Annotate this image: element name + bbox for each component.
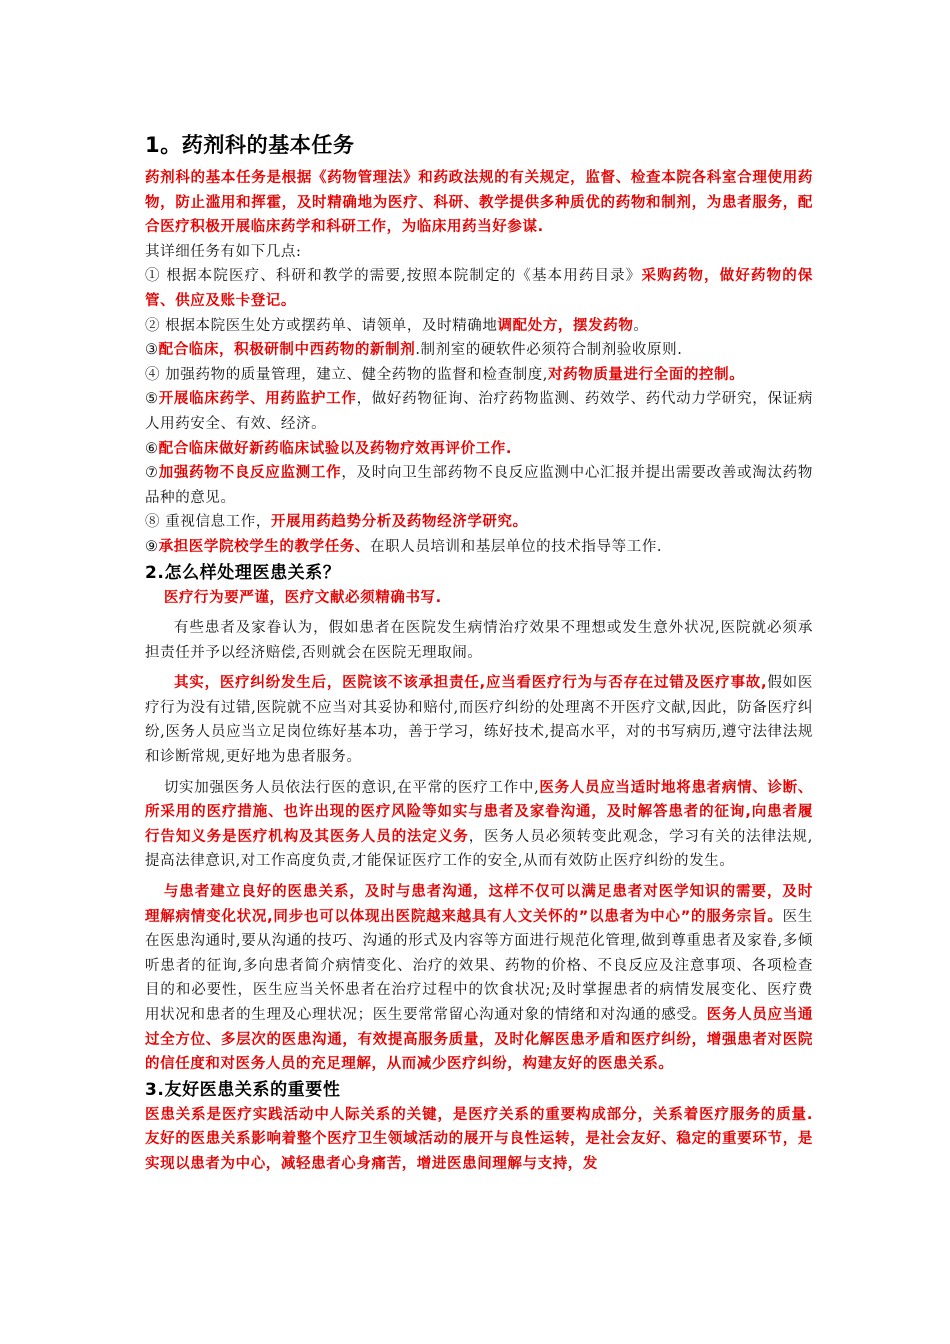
task-item-6-highlight: 配合临床做好新药临床试验以及药物疗效再评价工作.	[158, 440, 513, 457]
task-item-5-text: ⑤	[145, 391, 159, 408]
section-3-title: 3.友好医患关系的重要性	[145, 1079, 341, 1100]
section-2-para-4-tail: ，医务人员必须转变此观念，学习有关的法律法规,提高法律意识,对工作高度负责,才能保证医疗工作的安全,从而有效防止医疗纠纷的发生。	[145, 828, 813, 870]
task-item-1-text: ① 根据本院医疗、科研和教学的需要,按照本院制定的《基本用药目录》	[145, 268, 642, 285]
section-2-para-5-highlight-1: 与患者建立良好的医患关系，及时与患者沟通，这样不仅可以满足患者对医学知识的需要，及时理解病情变化状况,同步也可以体现出医院越来越具有人文关怀的”以患者为中心”的服务宗旨。	[145, 884, 813, 925]
document-page	[145, 130, 813, 1177]
task-item-9	[145, 535, 813, 560]
task-item-9-tail: 在职人员培训和基层单位的技术指导等工作.	[370, 538, 663, 555]
task-item-2	[145, 314, 813, 339]
task-item-4	[145, 363, 813, 388]
task-item-3-tail: .制剂室的硬软件必须符合制剂验收原则.	[415, 342, 683, 359]
section-2-para-4	[145, 776, 813, 874]
task-item-6	[145, 437, 813, 462]
task-item-9-highlight: 承担医学院校学生的教学任务、	[158, 538, 371, 555]
task-item-8	[145, 510, 813, 535]
task-item-7-highlight: 加强药物不良反应监测工作	[158, 465, 342, 482]
section-3-para-1-highlight: 医患关系是医疗实践活动中人际关系的关键，是医疗关系的重要构成部分，关系着医疗服务的质量.友好的医患关系影响着整个医疗卫生领域活动的展开与良性运转，是社会友好、稳定的重要环节，是实现以患者为中心，减轻患者心身痛苦，增进医患间理解与支持，发	[145, 1106, 813, 1172]
section-2-title: 2.怎么样处理医患关系？	[145, 562, 341, 583]
task-item-3-highlight: 配合临床，积极研制中西药物的新制剂	[158, 342, 416, 359]
section-2-para-5-highlight-2: 医务人员应当通过全方位、多层次的医患沟通，有效提高服务质量，及时化解医患矛盾和医疗纠纷，增强患者对医院的信任度和对医务人员的充足理解，从而减少医疗纠纷，构建友好的医患关系。	[145, 1007, 813, 1073]
task-item-1	[145, 264, 813, 313]
task-item-4-highlight: 对药物质量进行全面的控制。	[548, 366, 745, 383]
section-2-para-4-text: 切实加强医务人员依法行医的意识,在平常的医疗工作中,	[163, 779, 540, 796]
task-list-lead: 其详细任务有如下几点:	[145, 243, 302, 260]
section-1-intro	[145, 166, 813, 240]
task-item-2-highlight: 调配处方，摆发药物	[497, 317, 634, 334]
task-item-7-text: ⑦	[145, 465, 159, 482]
task-item-8-highlight: 开展用药趋势分析及药物经济学研究。	[271, 514, 528, 531]
section-2-para-3-highlight: 其实，医疗纠纷发生后，医院该不该承担责任,应当看医疗行为与否存在过错及医疗事故,	[174, 675, 768, 692]
section-2-para-5	[145, 880, 813, 1077]
task-item-4-text: ④ 加强药物的质量管理，建立、健全药物的监督和检查制度,	[145, 366, 549, 383]
section-2-para-3-text: 假如医疗行为没有过错,医院就不应当对其妥协和赔付,而医疗纠纷的处理离不开医疗文献,因此，防备医疗纠纷,医务人员应当立足岗位练好基本功，善于学习，练好技术,提高水平，对的书写病历,遵守法律法规和诊断常规,更好地为患者服务。	[145, 675, 813, 766]
section-2-para-1	[145, 586, 813, 611]
task-item-8-text: ⑧ 重视信息工作，	[145, 514, 272, 531]
section-3-para-1	[145, 1103, 813, 1177]
task-item-2-text: ② 根据本院医生处方或摆药单、请领单，及时精确地	[145, 317, 498, 334]
task-item-2-tail: 。	[633, 317, 649, 334]
section-1-title: 1。药剂科的基本任务	[145, 133, 355, 157]
section-2-para-2: 有些患者及家眷认为，假如患者在医院发生病情治疗效果不理想或发生意外状况,医院就必须承担责任并予以经济赔偿,否则就会在医院无理取闹。	[145, 620, 813, 661]
task-item-9-text: ⑨	[145, 538, 159, 555]
task-item-1-highlight: 采购药物，做好药物的保管、供应及账卡登记。	[145, 268, 814, 309]
task-item-5	[145, 387, 813, 436]
task-item-5-highlight: 开展临床药学、用药监护工作	[158, 391, 357, 408]
section-1-intro-text: 药剂科的基本任务是根据《药物管理法》和药政法规的有关规定，监督、检查本院各科室合理使用药物，防止滥用和挥霍，及时精确地为医疗、科研、教学提供多种质优的药物和制剂，为患者服务，配合医疗积极开展临床药学和科研工作，为临床用药当好参谋.	[145, 170, 813, 236]
section-2-para-4-highlight: 医务人员应当适时地将患者病情、诊断、所采用的医疗措施、也许出现的医疗风险等如实与患者及家眷沟通，及时解答患者的征询,向患者履行告知义务是医疗机构及其医务人员的法定义务	[145, 779, 813, 845]
task-item-3	[145, 338, 813, 363]
task-item-3-text: ③	[145, 342, 159, 359]
section-2-para-3	[145, 671, 813, 769]
task-item-7-tail: ，及时向卫生部药物不良反应监测中心汇报并提出需要改善或淘汰药物品种的意见。	[145, 465, 813, 506]
task-item-7	[145, 461, 813, 510]
section-2-para-5-text: 医生在医患沟通时,要从沟通的技巧、沟通的形式及内容等方面进行规范化管理,做到尊重患者及家眷,多倾听患者的征询,多向患者简介病情变化、治疗的效果、药物的价格、不良反应及注意事项、各项检查目的和必要性，医生应当关怀患者在治疗过程中的饮食状况;及时掌握患者的病情发展变化、医疗费用状况和患者的生理及心理状况；医生要常常留心沟通对象的情绪和对沟通的感受。	[145, 908, 813, 1023]
task-item-5-tail: ，做好药物征询、治疗药物监测、药效学、药代动力学研究，保证病人用药安全、有效、经济。	[145, 391, 813, 432]
section-2-para-1-highlight: 医疗行为要严谨，医疗文献必须精确书写.	[163, 589, 442, 606]
task-item-6-text: ⑥	[145, 440, 159, 457]
